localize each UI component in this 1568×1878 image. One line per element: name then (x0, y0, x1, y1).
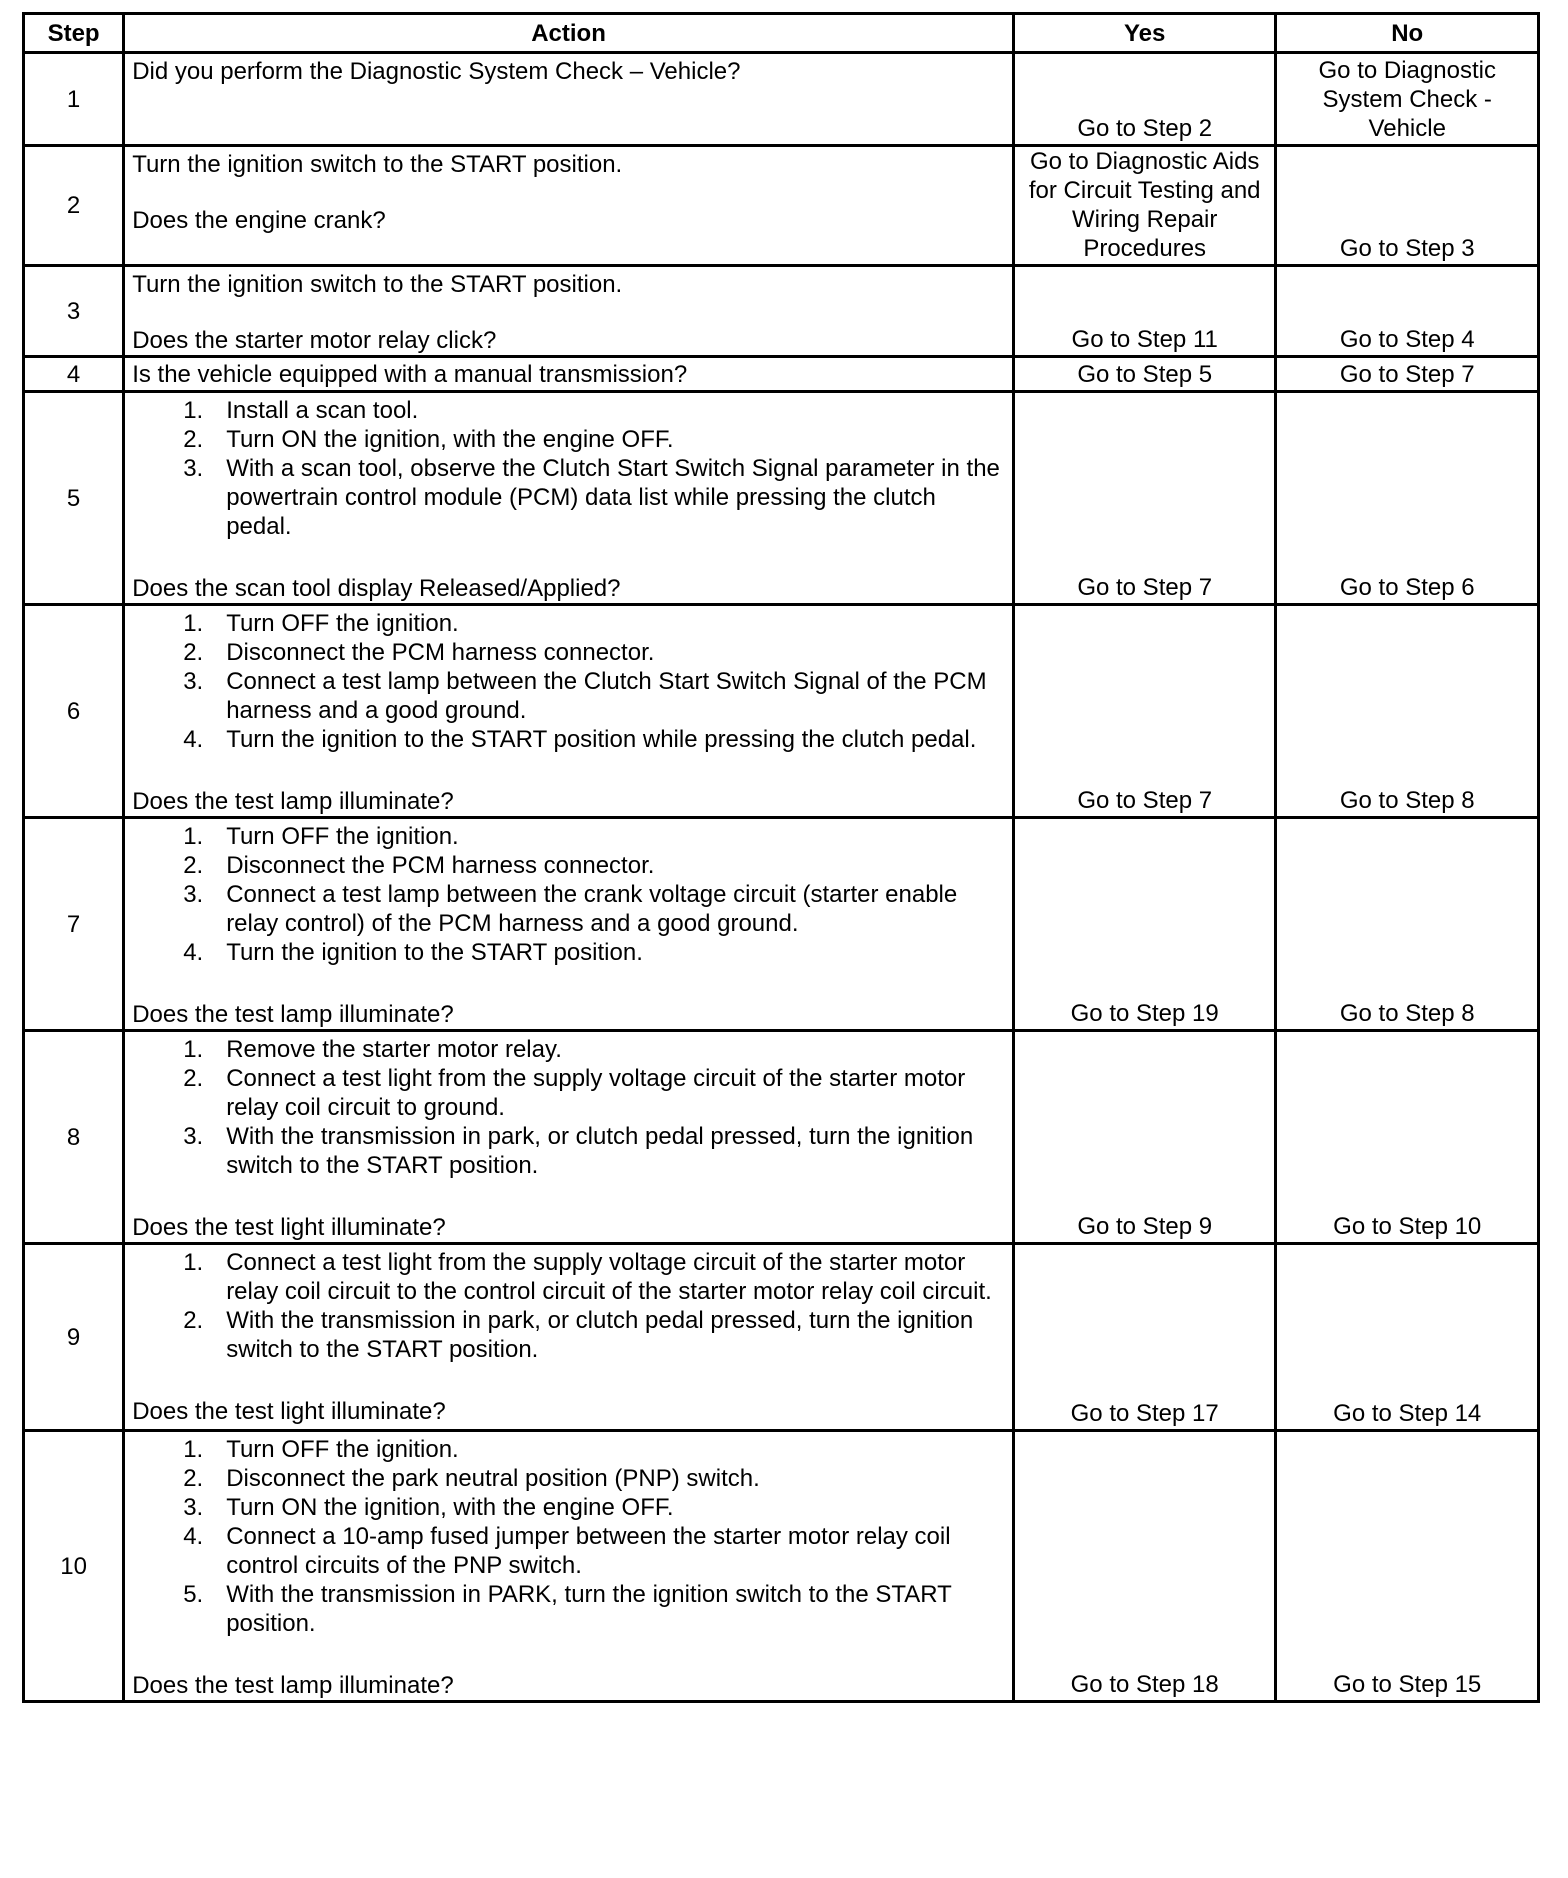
no-answer: Go to Step 7 (1339, 360, 1475, 388)
procedure-item-text: Connect a 10-amp fused jumper between the starter motor relay coil control circuits of the PNP switch. (226, 1523, 951, 1579)
procedure-list (132, 609, 1012, 754)
procedure-item (132, 638, 1012, 667)
table-row (24, 146, 1539, 266)
table-row (24, 1031, 1539, 1244)
procedure-item (132, 1464, 1012, 1493)
procedure-item (132, 1064, 1012, 1122)
procedure-item-text: Turn OFF the ignition. (226, 610, 459, 637)
header-yes: Yes (1013, 14, 1276, 53)
yes-cell (1013, 146, 1276, 266)
procedure-item-number: 4. (183, 1523, 204, 1550)
procedure-item (132, 454, 1012, 541)
procedure-item (132, 667, 1012, 725)
yes-cell (1013, 1431, 1276, 1702)
procedure-item-number: 3. (183, 455, 204, 482)
header-row (24, 14, 1539, 53)
step-number: 2 (24, 146, 124, 266)
procedure-item-number: 3. (183, 881, 204, 908)
procedure-item-number: 2. (183, 852, 204, 879)
procedure-item-text: With the transmission in park, or clutch pedal pressed, turn the ignition switch to the START position. (226, 1307, 974, 1363)
procedure-list (132, 1248, 1012, 1364)
procedure-item-number: 1. (183, 823, 204, 850)
yes-answer: Go to Step 11 (1071, 326, 1218, 353)
procedure-item-number: 3. (183, 1123, 204, 1150)
procedure-item (132, 1493, 1012, 1522)
no-cell (1276, 266, 1539, 357)
action-question: Does the scan tool display Released/Applied? (132, 575, 621, 602)
yes-cell (1013, 818, 1276, 1031)
header-step: Step (24, 14, 124, 53)
action-cell (124, 1244, 1014, 1431)
procedure-item-text: With the transmission in PARK, turn the ignition switch to the START position. (226, 1581, 952, 1637)
procedure-item-text: Turn the ignition to the START position. (226, 939, 643, 966)
procedure-item-number: 2. (183, 1065, 204, 1092)
procedure-item-text: Turn ON the ignition, with the engine OFF. (226, 1494, 674, 1521)
procedure-item-text: Connect a test light from the supply voltage circuit of the starter motor relay coil circuit to ground. (226, 1065, 966, 1121)
table-row (24, 357, 1539, 392)
action-cell (124, 266, 1014, 357)
procedure-item-number: 2. (183, 426, 204, 453)
step-number: 8 (24, 1031, 124, 1244)
action-cell (124, 146, 1014, 266)
yes-answer: Go to Step 7 (1077, 787, 1213, 814)
procedure-item-text: Disconnect the park neutral position (PNP) switch. (226, 1465, 760, 1492)
yes-cell (1013, 357, 1276, 392)
procedure-item-number: 4. (183, 939, 204, 966)
procedure-item-text: Connect a test lamp between the crank voltage circuit (starter enable relay control) of the PCM harness and a good ground. (226, 881, 958, 937)
procedure-item (132, 822, 1012, 851)
procedure-item (132, 1522, 1012, 1580)
table-row (24, 53, 1539, 146)
action-text: Is the vehicle equipped with a manual transmission? (132, 360, 688, 388)
procedure-list (132, 396, 1012, 541)
procedure-item-number: 1. (183, 397, 204, 424)
procedure-item-text: Disconnect the PCM harness connector. (226, 639, 655, 666)
no-cell (1276, 605, 1539, 818)
procedure-item (132, 1122, 1012, 1180)
procedure-item-text: Disconnect the PCM harness connector. (226, 852, 655, 879)
no-cell (1276, 146, 1539, 266)
procedure-item (132, 725, 1012, 754)
procedure-item (132, 609, 1012, 638)
action-question: Does the test lamp illuminate? (132, 788, 454, 815)
table-row (24, 266, 1539, 357)
no-cell (1276, 1431, 1539, 1702)
step-number: 5 (24, 392, 124, 605)
no-cell (1276, 357, 1539, 392)
no-answer: Go to Step 4 (1339, 326, 1475, 353)
action-cell (124, 1031, 1014, 1244)
procedure-item-number: 3. (183, 1494, 204, 1521)
diagnostic-table (22, 12, 1540, 1703)
step-number: 4 (24, 357, 124, 392)
yes-answer: Go to Step 17 (1070, 1400, 1219, 1427)
procedure-item (132, 1035, 1012, 1064)
no-answer: Go to Diagnostic System Check - Vehicle (1318, 57, 1496, 142)
yes-answer: Go to Diagnostic Aids for Circuit Testing and Wiring Repair Procedures (1028, 148, 1261, 262)
action-question: Does the test light illuminate? (132, 1214, 446, 1241)
no-cell (1276, 1031, 1539, 1244)
procedure-item-text: Turn OFF the ignition. (226, 1436, 459, 1463)
action-question: Does the starter motor relay click? (132, 327, 497, 354)
no-cell (1276, 1244, 1539, 1431)
procedure-item (132, 1306, 1012, 1364)
procedure-item-text: Remove the starter motor relay. (226, 1036, 562, 1063)
procedure-list (132, 1435, 1012, 1638)
procedure-item-text: Connect a test light from the supply voltage circuit of the starter motor relay coil circuit to the control circuit of the starter motor relay coil circuit. (226, 1249, 992, 1305)
procedure-item (132, 396, 1012, 425)
procedure-item (132, 425, 1012, 454)
step-number: 1 (24, 53, 124, 146)
no-answer: Go to Step 3 (1339, 235, 1475, 262)
yes-answer: Go to Step 5 (1077, 360, 1213, 388)
no-answer: Go to Step 6 (1339, 574, 1475, 601)
action-question: Does the test lamp illuminate? (132, 1001, 454, 1028)
step-number: 9 (24, 1244, 124, 1431)
yes-cell (1013, 392, 1276, 605)
procedure-list (132, 1035, 1012, 1180)
action-cell (124, 392, 1014, 605)
yes-cell (1013, 53, 1276, 146)
action-question: Does the engine crank? (132, 207, 386, 234)
procedure-item (132, 938, 1012, 967)
procedure-item-number: 1. (183, 1036, 204, 1063)
procedure-item-text: Connect a test lamp between the Clutch Start Switch Signal of the PCM harness and a good ground. (226, 668, 987, 724)
table-row (24, 605, 1539, 818)
table-row (24, 1244, 1539, 1431)
table-row (24, 1431, 1539, 1702)
procedure-item-number: 3. (183, 668, 204, 695)
yes-answer: Go to Step 2 (1077, 115, 1213, 142)
action-text: Turn the ignition switch to the START position. (132, 271, 623, 298)
yes-cell (1013, 1244, 1276, 1431)
procedure-list (132, 822, 1012, 967)
procedure-item-number: 1. (183, 610, 204, 637)
procedure-item-text: With the transmission in park, or clutch pedal pressed, turn the ignition switch to the START position. (226, 1123, 974, 1179)
yes-cell (1013, 266, 1276, 357)
action-text: Did you perform the Diagnostic System Check – Vehicle? (132, 58, 741, 85)
procedure-item (132, 1580, 1012, 1638)
table-row (24, 818, 1539, 1031)
no-answer: Go to Step 8 (1339, 787, 1475, 814)
procedure-item-number: 2. (183, 639, 204, 666)
procedure-item (132, 880, 1012, 938)
table-row (24, 392, 1539, 605)
procedure-item (132, 1248, 1012, 1306)
procedure-item-text: Install a scan tool. (226, 397, 419, 424)
procedure-item-number: 1. (183, 1249, 204, 1276)
no-answer: Go to Step 14 (1333, 1400, 1482, 1427)
step-number: 7 (24, 818, 124, 1031)
no-answer: Go to Step 8 (1339, 1000, 1475, 1027)
header-action: Action (124, 14, 1014, 53)
header-no: No (1276, 14, 1539, 53)
no-cell (1276, 818, 1539, 1031)
procedure-item-text: Turn ON the ignition, with the engine OFF. (226, 426, 674, 453)
action-question: Does the test light illuminate? (132, 1398, 446, 1425)
no-answer: Go to Step 10 (1333, 1213, 1482, 1240)
yes-cell (1013, 605, 1276, 818)
action-cell (124, 818, 1014, 1031)
yes-answer: Go to Step 18 (1070, 1671, 1219, 1698)
procedure-item-number: 2. (183, 1307, 204, 1334)
action-cell (124, 53, 1014, 146)
procedure-item (132, 851, 1012, 880)
procedure-item-text: Turn the ignition to the START position while pressing the clutch pedal. (226, 726, 977, 753)
yes-answer: Go to Step 19 (1070, 1000, 1219, 1027)
yes-cell (1013, 1031, 1276, 1244)
procedure-item-number: 4. (183, 726, 204, 753)
yes-answer: Go to Step 9 (1077, 1213, 1213, 1240)
procedure-item (132, 1435, 1012, 1464)
no-cell (1276, 53, 1539, 146)
step-number: 6 (24, 605, 124, 818)
procedure-item-number: 5. (183, 1581, 204, 1608)
action-text: Turn the ignition switch to the START position. (132, 151, 623, 178)
procedure-item-text: With a scan tool, observe the Clutch Start Switch Signal parameter in the powertrain control module (PCM) data list while pressing the clutch pedal. (226, 455, 1000, 540)
table-body (24, 53, 1539, 1702)
yes-answer: Go to Step 7 (1077, 574, 1213, 601)
no-cell (1276, 392, 1539, 605)
step-number: 10 (24, 1431, 124, 1702)
procedure-item-number: 2. (183, 1465, 204, 1492)
action-cell (124, 605, 1014, 818)
no-answer: Go to Step 15 (1333, 1671, 1482, 1698)
procedure-item-number: 1. (183, 1436, 204, 1463)
action-question: Does the test lamp illuminate? (132, 1672, 454, 1699)
action-cell (124, 1431, 1014, 1702)
action-cell (124, 357, 1014, 392)
step-number: 3 (24, 266, 124, 357)
procedure-item-text: Turn OFF the ignition. (226, 823, 459, 850)
